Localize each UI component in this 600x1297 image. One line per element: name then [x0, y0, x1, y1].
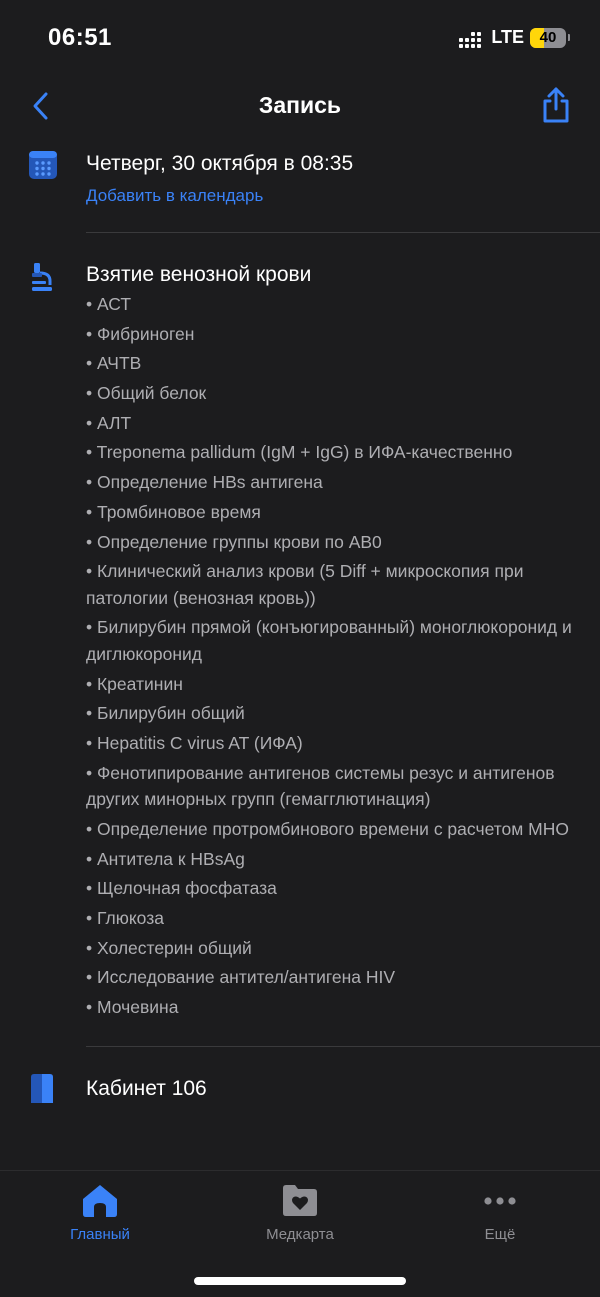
test-item: • Глюкоза	[86, 907, 164, 928]
test-item: • Определение HBs антигена	[86, 472, 323, 493]
procedure-section	[0, 233, 600, 1046]
page-title: Запись	[258, 92, 342, 118]
status-bar	[0, 0, 600, 76]
share-icon	[540, 86, 572, 124]
test-item: • Креатинин	[86, 673, 183, 694]
tab-medcard[interactable]	[200, 1171, 400, 1261]
calendar-icon	[28, 150, 58, 180]
test-item: • Hepatitis C virus AT (ИФА)	[86, 732, 303, 753]
location-section	[0, 1047, 600, 1103]
test-item: • Определение протромбинового времени с расчетом МНО	[86, 818, 569, 839]
battery-tip	[568, 34, 570, 41]
battery-level: 40	[539, 29, 557, 46]
appointment-details[interactable]	[0, 140, 600, 1170]
test-item: • АЧТВ	[86, 353, 142, 374]
home-indicator[interactable]	[194, 1277, 406, 1285]
test-item: • АЛТ	[86, 412, 132, 433]
door-icon	[28, 1073, 56, 1103]
microscope-icon	[28, 261, 56, 295]
appointment-datetime-section	[0, 140, 600, 232]
test-list	[86, 291, 600, 1020]
test-item: • Фибриноген	[86, 323, 195, 344]
status-indicators	[459, 27, 570, 48]
battery-icon	[530, 28, 566, 48]
tab-more[interactable]	[400, 1171, 600, 1261]
status-time: 06:51	[48, 24, 112, 51]
tab-label: Медкарта	[266, 1226, 334, 1243]
tab-label: Главный	[70, 1226, 130, 1243]
tab-label: Ещё	[484, 1226, 516, 1243]
test-item: • Тромбиновое время	[86, 501, 261, 522]
signal-icon	[459, 28, 481, 48]
procedure-title: Взятие венозной крови	[86, 263, 312, 286]
test-item: • Щелочная фосфатаза	[86, 878, 277, 899]
test-item: • Мочевина	[86, 996, 179, 1017]
test-item: • Общий белок	[86, 383, 207, 404]
test-item: • Билирубин прямой (конъюгированный) моноглюкоронид и диглюкоронид	[86, 617, 572, 664]
test-item: • АСТ	[86, 294, 132, 314]
room-label: Кабинет 106	[86, 1076, 207, 1100]
test-item: • Клинический анализ крови (5 Diff + микроскопия при патологии (венозная кровь))	[86, 561, 524, 608]
appointment-datetime: Четверг, 30 октября в 08:35	[86, 152, 354, 175]
share-button[interactable]	[540, 86, 572, 124]
test-item: • Определение группы крови по АВ0	[86, 531, 382, 552]
test-item: • Treponema pallidum (IgM + IgG) в ИФА-качественно	[86, 442, 513, 463]
navigation-bar	[0, 76, 600, 136]
tab-home[interactable]	[0, 1171, 200, 1261]
network-type: LTE	[491, 27, 524, 47]
test-item: • Холестерин общий	[86, 937, 252, 958]
more-icon	[481, 1183, 519, 1219]
medical-folder-icon	[281, 1183, 319, 1217]
test-item: • Билирубин общий	[86, 703, 245, 724]
test-item: • Исследование антител/антигена HIV	[86, 967, 396, 988]
add-to-calendar-link[interactable]: Добавить в календарь	[86, 186, 264, 205]
home-icon	[81, 1183, 119, 1219]
test-item: • Фенотипирование антигенов системы резус и антигенов других минорных групп (гемагглютинация)	[86, 762, 555, 810]
test-item: • Антитела к HBsAg	[86, 848, 245, 869]
